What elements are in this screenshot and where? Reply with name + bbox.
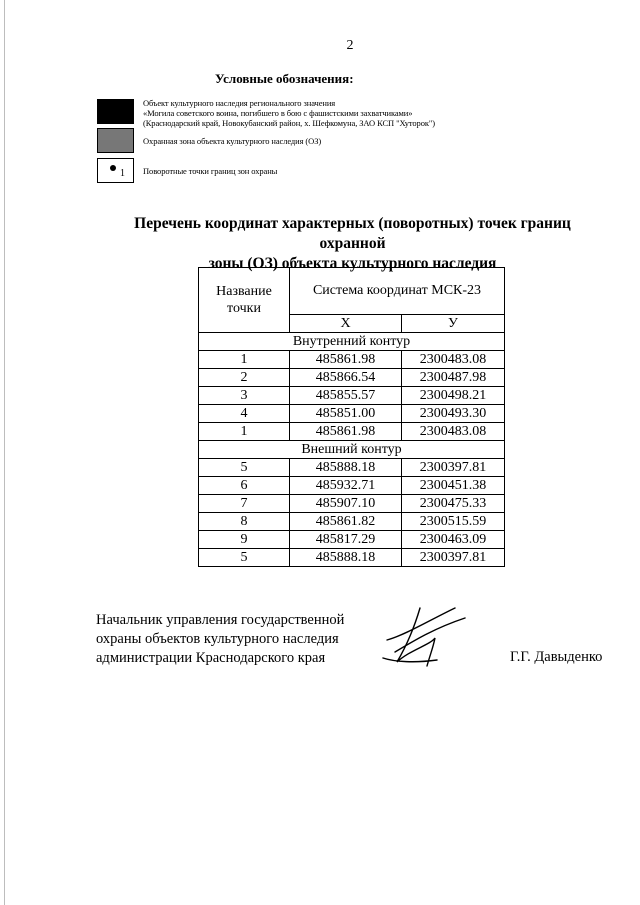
y-coordinate-cell: 2300498.21	[402, 387, 505, 405]
coordinates-table-body	[199, 268, 505, 567]
y-coordinate-cell: 2300483.08	[402, 351, 505, 369]
point-name-cell: 5	[199, 549, 290, 567]
table-row	[199, 387, 505, 405]
position-line: Начальник управления государственной	[96, 612, 345, 628]
legend-title: Условные обозначения:	[215, 71, 354, 86]
x-coordinate-cell: 485866.54	[290, 369, 402, 387]
point-dot-icon	[110, 165, 116, 171]
table-row	[199, 531, 505, 549]
y-coordinate-cell: 2300475.33	[402, 495, 505, 513]
table-row	[199, 513, 505, 531]
document-heading	[100, 214, 605, 274]
legend-text-point	[143, 166, 277, 176]
section-title: Внутренний контур	[199, 333, 505, 351]
legend-symbol-zone	[97, 128, 134, 153]
legend-line: Охранная зона объекта культурного наследия (ОЗ)	[143, 136, 322, 146]
x-coordinate-cell: 485888.18	[290, 459, 402, 477]
section-row	[199, 333, 505, 351]
x-coordinate-cell: 485907.10	[290, 495, 402, 513]
point-name-cell: 9	[199, 531, 290, 549]
y-coordinate-cell: 2300515.59	[402, 513, 505, 531]
point-name-cell: 5	[199, 459, 290, 477]
y-coordinate-cell: 2300451.38	[402, 477, 505, 495]
x-coordinate-cell: 485855.57	[290, 387, 402, 405]
y-coordinate-cell: 2300493.30	[402, 405, 505, 423]
signatory-name: Г.Г. Давыденко	[510, 649, 603, 665]
coordinate-system-header: Система координат МСК-23	[290, 268, 505, 315]
point-name-cell: 4	[199, 405, 290, 423]
x-coordinate-cell: 485851.00	[290, 405, 402, 423]
x-coordinate-cell: 485861.82	[290, 513, 402, 531]
x-header: X	[290, 315, 402, 333]
table-header-row	[199, 268, 505, 315]
coordinates-table	[198, 267, 505, 567]
legend-line: «Могила советского воина, погибшего в бою с фашистскими захватчиками»	[143, 108, 413, 118]
heading-line: Перечень координат характерных (поворотных) точек границ охранной	[134, 215, 571, 252]
legend-line: Поворотные точки границ зон охраны	[143, 166, 278, 176]
table-row	[199, 495, 505, 513]
section-title: Внешний контур	[199, 441, 505, 459]
point-marker-label: 1	[120, 168, 125, 179]
x-coordinate-cell: 485888.18	[290, 549, 402, 567]
y-header: У	[402, 315, 505, 333]
point-name-cell: 1	[199, 423, 290, 441]
page-edge-line	[4, 0, 5, 905]
y-coordinate-cell: 2300483.08	[402, 423, 505, 441]
table-row	[199, 423, 505, 441]
legend-text-zone	[143, 136, 321, 146]
point-name-cell: 2	[199, 369, 290, 387]
legend-symbol-object	[97, 99, 134, 124]
table-row	[199, 459, 505, 477]
table-row	[199, 477, 505, 495]
point-name-cell: 6	[199, 477, 290, 495]
position-line: администрации Краснодарского края	[96, 650, 326, 666]
legend-line: Объект культурного наследия регионального значения	[143, 98, 336, 108]
y-coordinate-cell: 2300397.81	[402, 459, 505, 477]
page-number: 2	[346, 38, 354, 53]
point-name-header: Название точки	[199, 268, 290, 333]
table-row	[199, 369, 505, 387]
section-row	[199, 441, 505, 459]
signatory-position	[96, 611, 344, 668]
handwritten-signature	[375, 600, 475, 670]
x-coordinate-cell: 485932.71	[290, 477, 402, 495]
point-name-cell: 7	[199, 495, 290, 513]
legend-text-object	[143, 98, 435, 128]
point-name-cell: 1	[199, 351, 290, 369]
x-coordinate-cell: 485861.98	[290, 423, 402, 441]
table-row	[199, 405, 505, 423]
y-coordinate-cell: 2300397.81	[402, 549, 505, 567]
heading-line: зоны (ОЗ) объекта культурного наследия	[208, 255, 497, 272]
x-coordinate-cell: 485861.98	[290, 351, 402, 369]
y-coordinate-cell: 2300463.09	[402, 531, 505, 549]
y-coordinate-cell: 2300487.98	[402, 369, 505, 387]
legend-symbol-point	[97, 158, 134, 183]
table-row	[199, 549, 505, 567]
point-name-cell: 3	[199, 387, 290, 405]
legend-line: (Краснодарский край, Новокубанский район, х. Шефкомуна, ЗАО КСП "Хуторок")	[143, 118, 435, 128]
x-coordinate-cell: 485817.29	[290, 531, 402, 549]
position-line: охраны объектов культурного наследия	[96, 631, 339, 647]
point-name-cell: 8	[199, 513, 290, 531]
table-row	[199, 351, 505, 369]
